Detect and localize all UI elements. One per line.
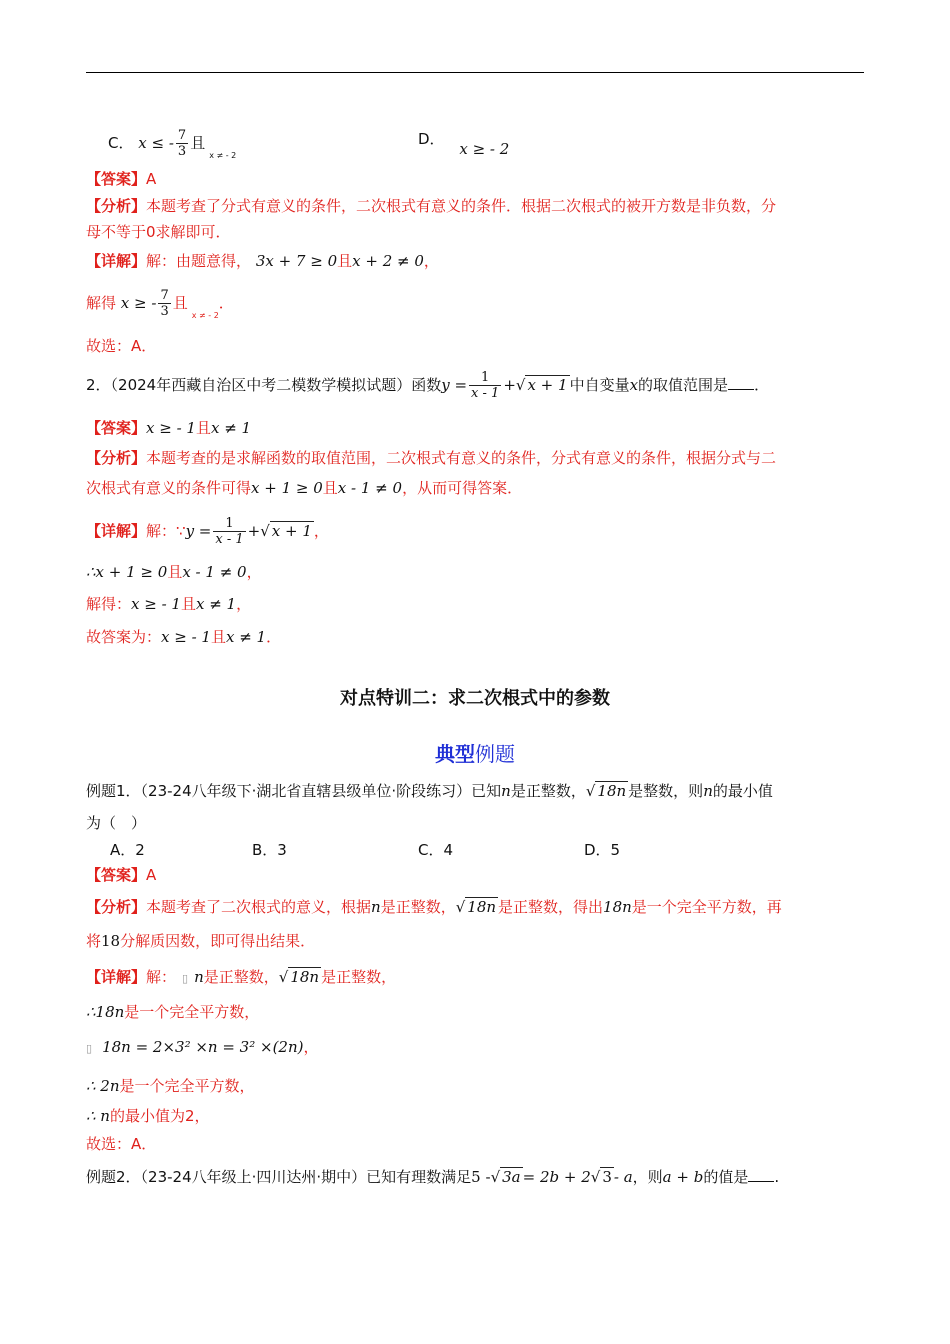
ex1-detail-line3: ▯ 18n = 2×3² ×n = 3² ×(2n)， xyxy=(86,1038,319,1056)
q1-detail-line2: 解得 x ≥ - $\frac{7}{3}$ 且$_{x \ne - 2}$． xyxy=(86,288,234,320)
q2-analysis-line2: 次根式有意义的条件可得x + 1 ≥ 0且x - 1 ≠ 0，从而可得答案． xyxy=(86,479,523,497)
q2-final: 故答案为：x ≥ - 1且x ≠ 1． xyxy=(86,628,282,646)
q1-analysis-line2: 母不等于0求解即可． xyxy=(86,223,231,241)
q1-analysis-line1: 【分析】本题考查了分式有意义的条件，二次根式有意义的条件．根据二次根式的被开方数是非负数，分 xyxy=(86,197,777,215)
q2-analysis-line1: 【分析】本题考查的是求解函数的取值范围，二次根式有意义的条件，分式有意义的条件，根据分式与二 xyxy=(86,449,777,467)
section-subtitle: 典型例题 xyxy=(435,742,515,766)
q1-choose: 故选：A． xyxy=(86,337,157,355)
ex1-analysis-line2: 将18分解质因数，即可得出结果． xyxy=(86,932,316,950)
ex1-option-b: B．3 xyxy=(252,841,287,859)
header-rule xyxy=(86,72,864,73)
q2-detail-line1: 【详解】解：∵y = $\frac{1}{x - 1}$ +√ x + 1 ， xyxy=(86,516,329,547)
ex1-detail-line5: ∴ n的最小值为2， xyxy=(86,1107,210,1125)
answer-blank xyxy=(748,1167,774,1182)
ex1-answer: 【答案】A xyxy=(86,866,157,884)
section-title: 对点特训二：求二次根式中的参数 xyxy=(340,688,610,709)
q2-answer: 【答案】x ≥ - 1且x ≠ 1 xyxy=(86,419,252,437)
q1-answer: 【答案】A xyxy=(86,170,157,188)
q2-detail-line2: ∴x + 1 ≥ 0且x - 1 ≠ 0， xyxy=(86,563,262,581)
option-c: C． x ≤ - $\frac{7}{3}$ 且$_{x \ne - 2}$ xyxy=(108,128,237,160)
ex1-detail-line2: ∴18n是一个完全平方数， xyxy=(86,1003,260,1021)
ex1-stem-line1: 例题1．（23-24八年级下·湖北省直辖县级单位·阶段练习）已知n是正整数，√ 18n 是整数，则n的最小值 xyxy=(86,782,773,800)
q1-detail-line1: 【详解】解：由题意得， 3x + 7 ≥ 0且x + 2 ≠ 0， xyxy=(86,252,439,270)
ex1-option-d: D．5 xyxy=(584,841,621,859)
ex1-choose: 故选：A． xyxy=(86,1135,157,1153)
q2-stem: 2．（2024年西藏自治区中考二模数学模拟试题）函数y = $\frac{1}{x - 1}$ +√ x + 1 中自变量x的取值范围是 ． xyxy=(86,370,770,401)
ex1-stem-line2: 为（ ） xyxy=(86,814,147,832)
q2-detail-line3: 解得：x ≥ - 1且x ≠ 1， xyxy=(86,595,252,613)
ex2-stem: 例题2．（23-24八年级上·四川达州·期中）已知有理数满足5 -√ 3a = 2b + 2√ 3 - a，则a + b的值是 . xyxy=(86,1168,780,1186)
ex1-option-c: C．4 xyxy=(418,841,454,859)
option-d: D． x ≥ - 2 xyxy=(418,130,510,158)
answer-blank xyxy=(728,375,754,390)
ex1-detail-line1: 【详解】解： ▯ n是正整数，√ 18n 是正整数， xyxy=(86,968,397,986)
ex1-analysis-line1: 【分析】本题考查了二次根式的意义，根据n是正整数，√ 18n 是正整数，得出18n是一个完全平方数，再 xyxy=(86,898,782,916)
ex1-detail-line4: ∴ 2n是一个完全平方数， xyxy=(86,1077,255,1095)
ex1-option-a: A．2 xyxy=(110,841,145,859)
